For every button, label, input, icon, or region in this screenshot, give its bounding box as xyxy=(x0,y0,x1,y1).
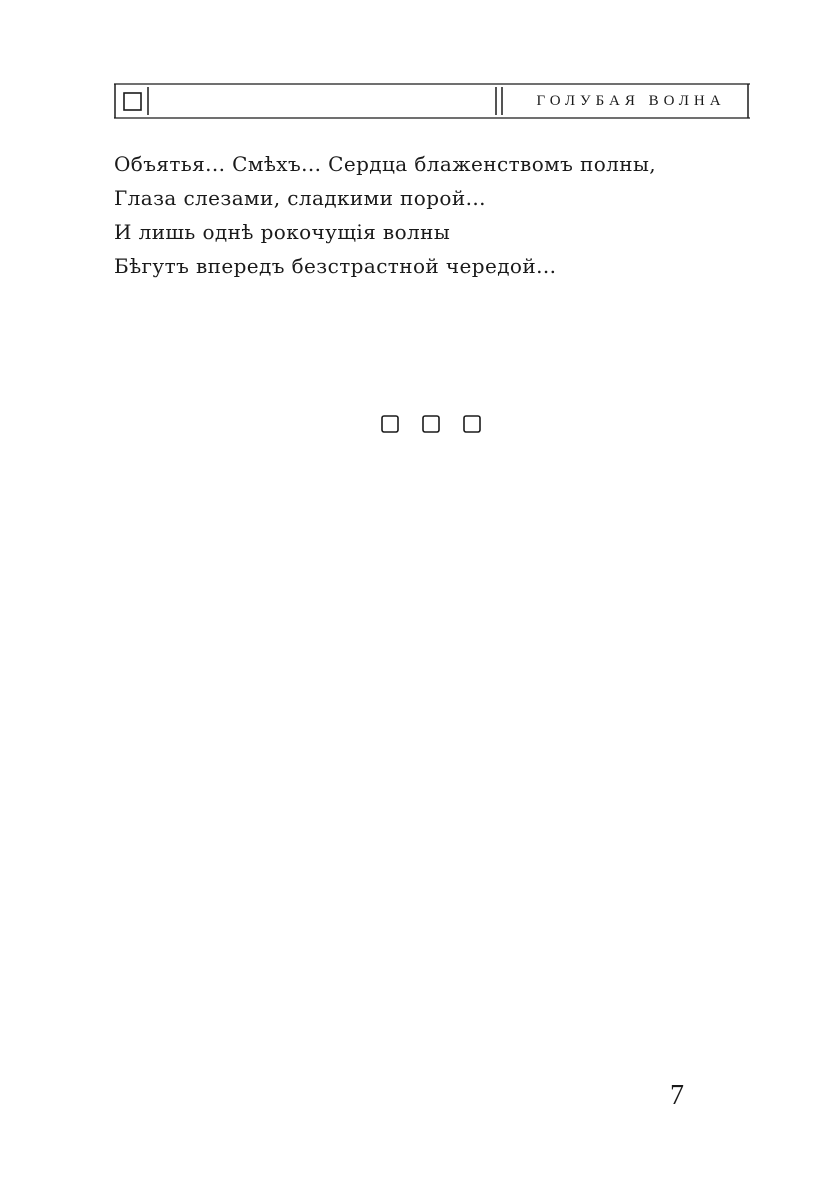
ornament-square-icon xyxy=(382,416,398,432)
poem-stanza xyxy=(114,147,764,283)
section-ornament xyxy=(380,414,482,434)
poem-line: И лишь однѣ рокочущія волны xyxy=(114,220,451,244)
running-header xyxy=(114,82,750,120)
poem-line: Бѣгутъ впередъ безстрастной чередой... xyxy=(114,254,557,278)
poem-line: Объятья... Смѣхъ... Сердца блаженствомъ полны, xyxy=(114,152,657,176)
ornament-square-icon xyxy=(464,416,480,432)
poem-line: Глаза слезами, сладкими порой... xyxy=(114,186,486,210)
header-title: ГОЛУБАЯ ВОЛНА xyxy=(536,93,726,109)
ornament-square-icon xyxy=(423,416,439,432)
page-number: 7 xyxy=(670,1080,684,1111)
